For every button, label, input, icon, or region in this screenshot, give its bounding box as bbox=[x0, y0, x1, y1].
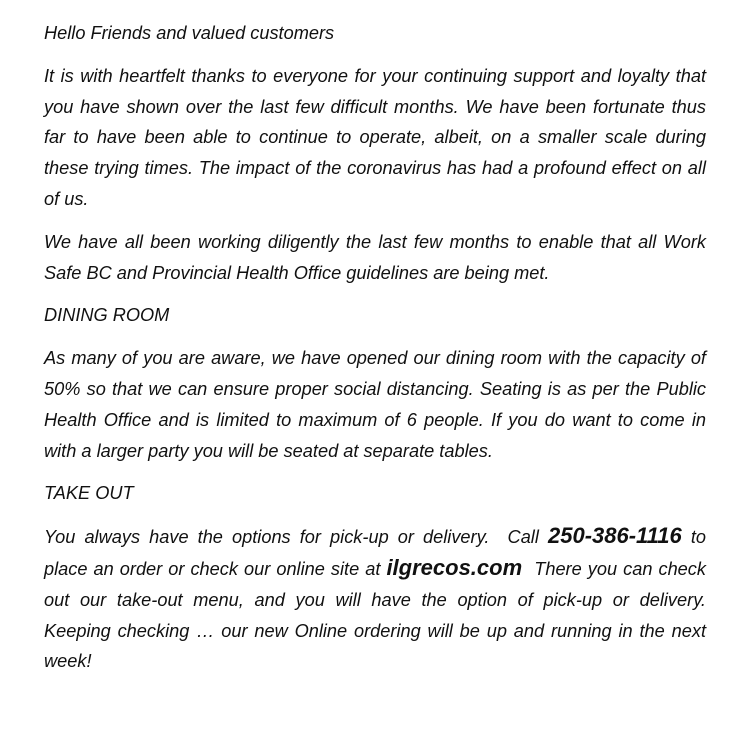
take-out-heading: TAKE OUT bbox=[44, 483, 134, 504]
take-out-mid: to place an order or check our online site at bbox=[44, 527, 712, 579]
paragraph-thanks: It is with heartfelt thanks to everyone for your continuing support and loyalty that you have shown over the last few difficult months. We have been fortunate thus far to have been able to continue to operate, albeit, on a smaller scale during these trying times. The impact of the coronavirus has had a profound effect on all of us. bbox=[44, 65, 706, 209]
take-out-body bbox=[44, 521, 722, 677]
letter bbox=[44, 18, 722, 689]
take-out-intro: You always have the options for pick-up or delivery. Call bbox=[44, 527, 548, 548]
website-link[interactable]: ilgrecos.com bbox=[386, 554, 523, 580]
dining-room-heading: DINING ROOM bbox=[44, 305, 170, 326]
dining-room-body: As many of you are aware, we have opened our dining room with the capacity of 50% so that we can ensure proper social distancing. Seating is as per the Public Health Office and is limited to maximum of 6 people. If you do want to come in with a larger party you will be seated at separate tables. bbox=[44, 348, 706, 461]
greeting: Hello Friends and valued customers bbox=[44, 23, 335, 43]
take-out-outro: There you can check out our take-out menu, and you will have the option of pick-up or delivery. Keeping checking … our new Online ordering will be up and running in the next week! bbox=[44, 558, 722, 672]
paragraph-guidelines: We have all been working diligently the last few months to enable that all Work Safe BC and Provincial Health Office guidelines are being met. bbox=[44, 231, 706, 283]
phone-number: 250-386-1116 bbox=[547, 523, 682, 549]
